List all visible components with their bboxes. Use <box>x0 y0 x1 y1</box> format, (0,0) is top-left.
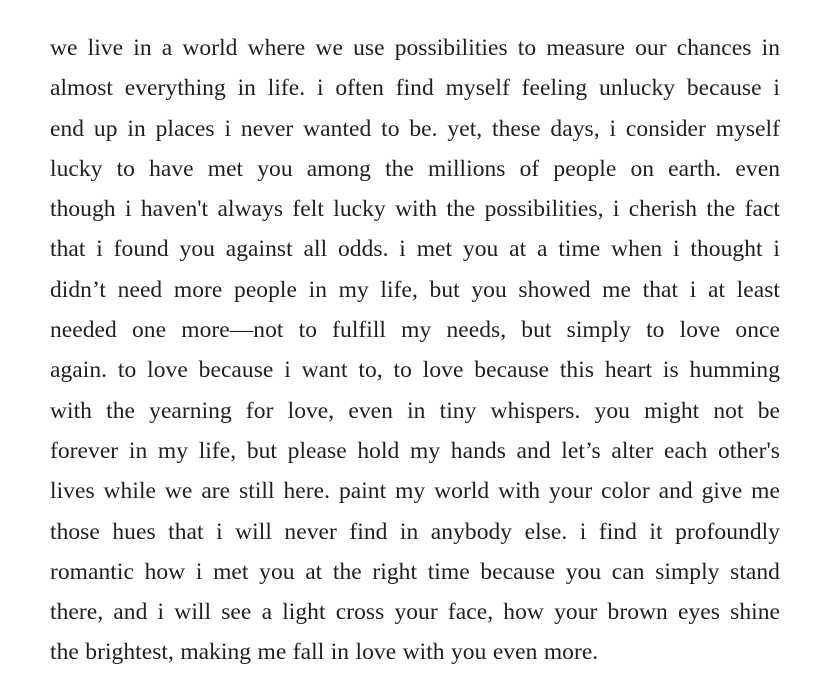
paragraph-line-16: the brightest, making me fall in love with you even more. <box>50 639 599 666</box>
paragraph-line-5: though i haven't always felt lucky with the possibilities, i cherish the fact <box>50 196 780 223</box>
paragraph-line-6: that i found you against all odds. i met you at a time when i thought i <box>50 236 780 263</box>
paragraph-line-12: lives while we are still here. paint my world with your color and give me <box>50 478 780 505</box>
paragraph-line-10: with the yearning for love, even in tiny whispers. you might not be <box>50 397 780 424</box>
paragraph-line-8: needed one more—not to fulfill my needs, but simply to love once <box>50 317 780 344</box>
paragraph-line-9: again. to love because i want to, to love because this heart is humming <box>50 357 780 384</box>
paragraph-line-4: lucky to have met you among the millions of people on earth. even <box>50 155 780 182</box>
paragraph-line-11: forever in my life, but please hold my hands and let’s alter each other's <box>50 437 780 464</box>
paragraph-line-1: we live in a world where we use possibilities to measure our chances in <box>50 35 780 61</box>
paragraph-line-13: those hues that i will never find in anybody else. i find it profoundly <box>50 518 780 545</box>
paragraph-line-2: almost everything in life. i often find myself feeling unlucky because i <box>50 75 780 102</box>
paragraph-line-3: end up in places i never wanted to be. yet, these days, i consider myself <box>50 115 780 142</box>
paragraph <box>50 28 780 673</box>
paragraph-line-15: there, and i will see a light cross your face, how your brown eyes shine <box>50 599 780 626</box>
paragraph-line-7: didn’t need more people in my life, but you showed me that i at least <box>50 276 780 303</box>
paragraph-line-14: romantic how i met you at the right time because you can simply stand <box>50 558 780 585</box>
